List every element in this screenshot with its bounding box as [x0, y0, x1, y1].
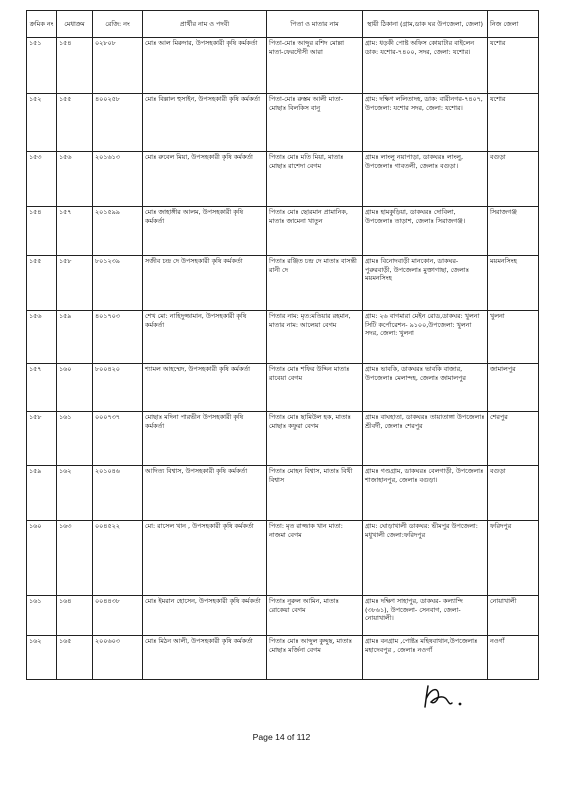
- table-row: [27, 466, 539, 521]
- name-cell: মোঃ মিঠন আলী, উপসহকারী কৃষি কর্মকর্তা: [143, 636, 267, 680]
- name-cell: মোঃ রুবেল মিয়া, উপসহকারী কৃষি কর্মকর্তা: [143, 152, 267, 207]
- name-cell: মোছাঃ মদিনা পারভীন উপসহকারী কৃষি কর্মকর্তা: [143, 412, 267, 466]
- merit-cell: ১৫৭: [57, 207, 93, 256]
- reg-cell: ৮০১২৩৯: [93, 256, 143, 311]
- name-cell: আদিত্য বিশ্বাস, উপসহকারী কৃষি কর্মকর্তা: [143, 466, 267, 521]
- district-cell: যশোর: [488, 38, 539, 94]
- district-cell: ফরিদপুর: [488, 521, 539, 596]
- table-row: [27, 152, 539, 207]
- parents-cell: পিতাঃ মোঃ মতি মিয়া, মাতাঃ মোছাঃ রাশেদা বেগম: [267, 152, 363, 207]
- table-row: [27, 636, 539, 680]
- serial-cell: ১৫১: [27, 38, 57, 94]
- parents-cell: পিতা-মোঃ রুস্তম আলী মাতা-মোছাঃ বিলকিস বানু: [267, 94, 363, 152]
- header-row: [27, 11, 539, 38]
- header-candidate-name: প্রার্থীর নাম ও পদবী: [143, 11, 267, 38]
- serial-cell: ১৫৮: [27, 412, 57, 466]
- address-cell: গ্রামঃ বনগ্রাম ,পোষ্টঃ মহিষবাথান,উপজেলাঃ মহাদেবপুর , জেলাঃ নওগাঁ: [363, 636, 488, 680]
- reg-cell: ২০১৬১৩: [93, 152, 143, 207]
- address-cell: গ্রামঃ হামকুড়িয়া, ডাকঘরঃ দোবিলা, উপজেলাঃ তাড়াশ, জেলাঃ সিরাজগঞ্জ।: [363, 207, 488, 256]
- reg-cell: ০২৮০৮: [93, 38, 143, 94]
- merit-cell: ১৫৫: [57, 94, 93, 152]
- parents-cell: পিতাঃ রঞ্জিত চন্দ্র দে মাতাঃ বাসন্তী রানী দে: [267, 256, 363, 311]
- district-cell: সিরাজগঞ্জ: [488, 207, 539, 256]
- header-merit: মেধাক্রম: [57, 11, 93, 38]
- table-row: [27, 412, 539, 466]
- merit-cell: ১৫৯: [57, 311, 93, 364]
- parents-cell: পিতার নাম: মৃত:মতিয়ার রহমান, মাতার নাম: আলেয়া বেগম: [267, 311, 363, 364]
- address-cell: গ্রামঃ গণ্ডগ্রাম, ডাকঘরঃ বেলগাড়ী, উপজেলাঃ শাজাহানপুর, জেলাঃ বগুড়া।: [363, 466, 488, 521]
- address-cell: গ্রাম: দক্ষিণ ললিতাদহ, ডাক: বারীনগর-৭৪০৭, উপজেলা: যশোর সদর, জেলা: যশোর।: [363, 94, 488, 152]
- header-serial: ক্রমিক নং: [27, 11, 57, 38]
- reg-cell: ২০১৫৯৯: [93, 207, 143, 256]
- reg-cell: ৪০০২৫৮: [93, 94, 143, 152]
- merit-cell: ১৬৪: [57, 596, 93, 636]
- serial-cell: ১৬২: [27, 636, 57, 680]
- table-row: [27, 207, 539, 256]
- address-cell: গ্রামঃ ভাবকি, ডাকঘরঃ ভাবকি বাজার, উপজেলাঃ মেলান্দহ, জেলাঃ জামালপুর: [363, 364, 488, 412]
- serial-cell: ১৫৬: [27, 311, 57, 364]
- parents-cell: পিতাঃ মোঃ আব্দুল কুদ্দুছ, মাতাঃ মোছাঃ মর্জিনা বেগম: [267, 636, 363, 680]
- district-cell: জামালপুর: [488, 364, 539, 412]
- name-cell: মো: রাসেল খান , উপসহকারী কৃষি কর্মকর্তা: [143, 521, 267, 596]
- reg-cell: ৮০০৪২০: [93, 364, 143, 412]
- name-cell: মোঃ বিল্লাল হুসাইন, উপসহকারী কৃষি কর্মকর্তা: [143, 94, 267, 152]
- table-row: [27, 94, 539, 152]
- reg-cell: ০০৪৫২২: [93, 521, 143, 596]
- name-cell: শ্যামল আহম্মেদ, উপসহকারী কৃষি কর্মকর্তা: [143, 364, 267, 412]
- name-cell: মোঃ ইমরান হোসেন, উপসহকারী কৃষি কর্মকর্তা: [143, 596, 267, 636]
- reg-cell: ৪০১৭০৩: [93, 311, 143, 364]
- header-parents: পিতা ও মাতার নাম: [267, 11, 363, 38]
- serial-cell: ১৫৭: [27, 364, 57, 412]
- merit-cell: ১৬২: [57, 466, 93, 521]
- serial-cell: ১৫৫: [27, 256, 57, 311]
- page-number: Page 14 of 112: [252, 732, 311, 742]
- table-row: [27, 38, 539, 94]
- district-cell: নওগাঁ: [488, 636, 539, 680]
- district-cell: যশোর: [488, 94, 539, 152]
- address-cell: গ্রাম: ধড়কী পোষ্ট অফিস কোয়াটার বাইলেন ডাক: যশোর-৭৪০০, সদর, জেলা: যশোর।: [363, 38, 488, 94]
- serial-cell: ১৬১: [27, 596, 57, 636]
- merit-cell: ১৫৬: [57, 152, 93, 207]
- district-cell: বগুড়া: [488, 466, 539, 521]
- district-cell: ময়মনসিংহ: [488, 256, 539, 311]
- address-cell: গ্রাম: ২৬ বাগমারা মেইন রোড,ডাকঘর: খুলনা সিটি কর্পোরেশন- ৯১০০,উপজেলা: খুলনা সদর, জেলা: খুলনা: [363, 311, 488, 364]
- table-row: [27, 596, 539, 636]
- reg-cell: ০০৪৪৩৮: [93, 596, 143, 636]
- address-cell: গ্রাম: ঘোড়াখালী ডাকঘর: ভীমপুর উপজেলা: মধুখালী জেলা:ফরিদপুর: [363, 521, 488, 596]
- merit-cell: ১৫৮: [57, 256, 93, 311]
- address-cell: গ্রামঃ দক্ষিণ সাহাপুর, ডাকঘর- কল্যান্দি (৩৮৬১), উপজেলা- সেনবাগ, জেলা- নোয়াখালী।: [363, 596, 488, 636]
- serial-cell: ১৫৩: [27, 152, 57, 207]
- serial-cell: ১৫৪: [27, 207, 57, 256]
- header-reg-no: রেজি: নং: [93, 11, 143, 38]
- table-row: [27, 311, 539, 364]
- reg-cell: ০০০৭৩৭: [93, 412, 143, 466]
- address-cell: গ্রামঃ বিনোদবাড়ী মানকোন, ডাকঘর- পুরুরবাড়ী, উপজেলাঃ মুক্তাগাছা, জেলাঃ ময়মনসিংহ: [363, 256, 488, 311]
- district-cell: বগুড়া: [488, 152, 539, 207]
- serial-cell: ১৬০: [27, 521, 57, 596]
- district-cell: নোয়াখালী: [488, 596, 539, 636]
- merit-cell: ১৫৪: [57, 38, 93, 94]
- parents-cell: পিতা-মোঃ আব্দুর রশিদ মোল্লা মাতা-ফেরদৌসী আরা: [267, 38, 363, 94]
- table-row: [27, 521, 539, 596]
- merit-cell: ১৬১: [57, 412, 93, 466]
- name-cell: মোঃ আল মিরুদার, উপসহকারী কৃষি কর্মকর্তা: [143, 38, 267, 94]
- header-home-district: নিজ জেলা: [488, 11, 539, 38]
- parents-cell: পিতাঃ মোঃ ছামিউল হক, মাতাঃ মোছাঃ কফুরা বেগম: [267, 412, 363, 466]
- handwritten-signature: [422, 684, 472, 710]
- parents-cell: পিতাঃ মোহন বিশ্বাস, মাতাঃ বিথী বিশ্বাস: [267, 466, 363, 521]
- serial-cell: ১৫২: [27, 94, 57, 152]
- merit-cell: ১৬৫: [57, 636, 93, 680]
- district-cell: শেরপুর: [488, 412, 539, 466]
- header-address: স্থায়ী ঠিকানা (গ্রাম,ডাক ঘর উপজেলা, জেলা): [363, 11, 488, 38]
- name-cell: মোঃ জাহাঙ্গীর আলম, উপসহকারী কৃষি কর্মকর্তা: [143, 207, 267, 256]
- parents-cell: পিতা: মৃত রাজ্জাক খান মাতা: নাজমা বেগম: [267, 521, 363, 596]
- table-row: [27, 364, 539, 412]
- name-cell: সজীব চন্দ্র দে উপসহকারী কৃষি কর্মকর্তা: [143, 256, 267, 311]
- table-row: [27, 256, 539, 311]
- parents-cell: পিতাঃ মোঃ ছোরমান প্রামানিক, মাতাঃ জামেনা খাতুন: [267, 207, 363, 256]
- address-cell: গ্রামঃ লাংলু নয়াপাড়া, ডাকঘরঃ লাংলু, উপজেলাঃ গাবতলী, জেলাঃ বগুড়া।: [363, 152, 488, 207]
- candidate-table: [26, 10, 539, 680]
- name-cell: শেখ মো: নাহিদুজ্জামান, উপসহকারী কৃষি কর্মকর্তা: [143, 311, 267, 364]
- merit-cell: ১৬০: [57, 364, 93, 412]
- parents-cell: পিতাঃ নুরুল আমিন, মাতাঃ রোকেয়া বেগম: [267, 596, 363, 636]
- reg-cell: ২০১০৪৬: [93, 466, 143, 521]
- merit-cell: ১৬৩: [57, 521, 93, 596]
- parents-cell: পিতাঃ মোঃ শফির উদ্দিন মাতাঃ রাবেয়া বেগম: [267, 364, 363, 412]
- reg-cell: ২০০৬০৩: [93, 636, 143, 680]
- serial-cell: ১৫৯: [27, 466, 57, 521]
- district-cell: খুলনা: [488, 311, 539, 364]
- address-cell: গ্রামঃ বাঘহাতা, ডাকঘরঃ তায়াতাঙ্গা উপজেলাঃ শ্রীবর্দী, জেলাঃ শেরপুর: [363, 412, 488, 466]
